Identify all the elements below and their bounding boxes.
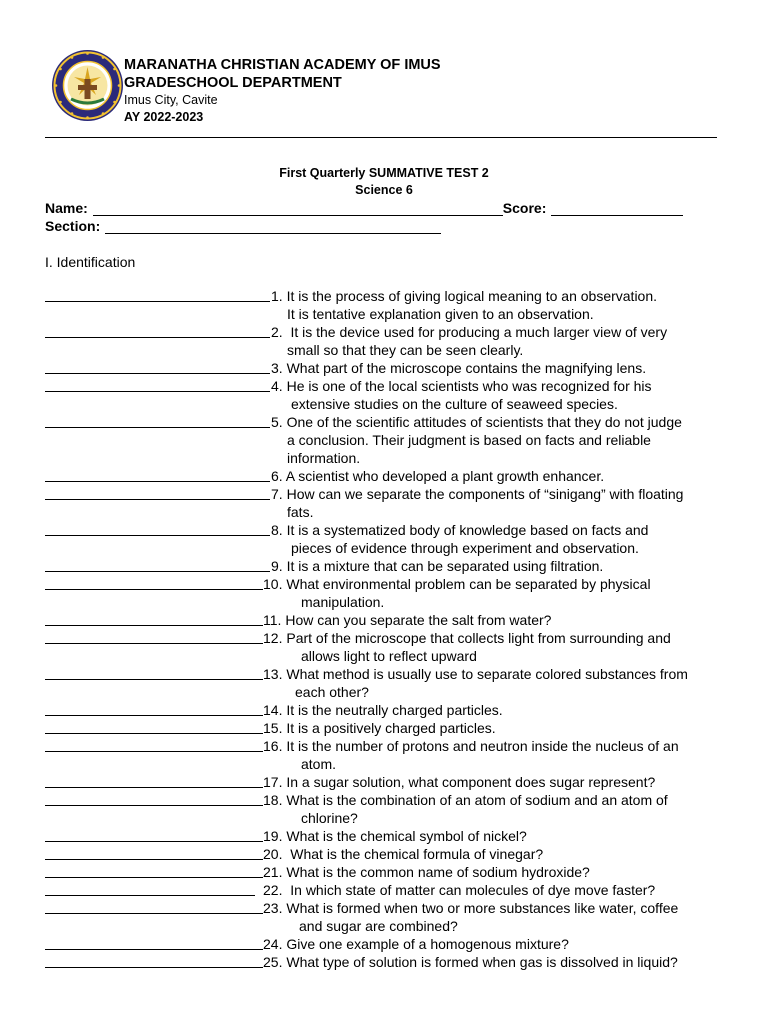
question-number: 22. (263, 882, 283, 898)
question-prompt: What is the chemical symbol of nickel? (282, 828, 527, 844)
score-blank[interactable] (551, 202, 683, 216)
identification-items (45, 287, 725, 971)
answer-blank[interactable] (45, 719, 263, 734)
question-number: 3. (271, 360, 283, 376)
question-prompt: In which state of matter can molecules of dye move faster? (282, 882, 656, 898)
question-prompt: What is formed when two or more substances like water, coffee (282, 900, 679, 916)
answer-blank[interactable] (45, 863, 263, 878)
question-number: 17. (263, 774, 283, 790)
question-item (45, 953, 725, 971)
test-title: First Quarterly SUMMATIVE TEST 2 (279, 166, 489, 180)
question-number: 20. (263, 846, 283, 862)
question-continuation: chlorine? (301, 810, 358, 826)
question-continuation: small so that they can be seen clearly. (287, 342, 524, 358)
answer-blank[interactable] (45, 827, 263, 842)
question-continuation: It is tentative explanation given to an observation. (287, 306, 594, 322)
question-item (45, 827, 725, 845)
question-prompt: He is one of the local scientists who was recognized for his (282, 378, 652, 394)
question-number: 19. (263, 828, 283, 844)
question-prompt: What method is usually use to separate colored substances from (282, 666, 688, 682)
question-item (45, 611, 725, 629)
question-item (45, 737, 725, 773)
question-prompt: A scientist who developed a plant growth enhancer. (282, 468, 605, 484)
question-number: 25. (263, 954, 283, 970)
answer-blank[interactable] (45, 665, 263, 680)
question-prompt: It is the number of protons and neutron inside the nucleus of an (282, 738, 679, 754)
answer-blank[interactable] (45, 881, 255, 896)
question-item (45, 359, 725, 377)
question-prompt: It is the process of giving logical meaning to an observation. (282, 288, 658, 304)
answer-blank[interactable] (45, 557, 270, 572)
score-label: Score: (502, 200, 547, 216)
section-label: Section: (45, 218, 101, 234)
answer-blank[interactable] (45, 521, 270, 536)
question-prompt: In a sugar solution, what component does sugar represent? (282, 774, 656, 790)
question-number: 15. (263, 720, 283, 736)
question-prompt: What type of solution is formed when gas is dissolved in liquid? (282, 954, 678, 970)
section-blank[interactable] (105, 220, 441, 234)
question-continuation: fats. (287, 504, 314, 520)
question-item (45, 935, 725, 953)
question-prompt: It is a mixture that can be separated using filtration. (282, 558, 604, 574)
question-number: 14. (263, 702, 283, 718)
question-prompt: Part of the microscope that collects light from surrounding and (282, 630, 671, 646)
question-item (45, 881, 725, 899)
question-number: 24. (263, 936, 283, 952)
question-item (45, 413, 725, 467)
question-number: 10. (263, 576, 283, 592)
question-item (45, 557, 725, 575)
school-location: Imus City, Cavite (124, 93, 218, 107)
header-divider (45, 137, 717, 138)
question-number: 4. (271, 378, 283, 394)
school-header (124, 56, 441, 125)
question-continuation: allows light to reflect upward (301, 648, 477, 664)
question-prompt: It is a positively charged particles. (282, 720, 496, 736)
question-item (45, 287, 725, 323)
department-name: GRADESCHOOL DEPARTMENT (124, 75, 342, 91)
question-number: 1. (271, 288, 283, 304)
question-continuation: each other? (295, 684, 369, 700)
answer-blank[interactable] (45, 485, 270, 500)
answer-blank[interactable] (45, 413, 270, 428)
question-prompt: What part of the microscope contains the magnifying lens. (282, 360, 647, 376)
question-continuation: manipulation. (301, 594, 385, 610)
question-continuation: and sugar are combined? (299, 918, 458, 934)
question-number: 5. (271, 414, 283, 430)
question-item (45, 863, 725, 881)
question-continuation: extensive studies on the culture of seaweed species. (291, 396, 618, 412)
answer-blank[interactable] (45, 845, 263, 860)
question-item (45, 323, 725, 359)
name-label: Name: (45, 200, 88, 216)
school-name: MARANATHA CHRISTIAN ACADEMY OF IMUS (124, 57, 441, 73)
question-item (45, 629, 725, 665)
answer-blank[interactable] (45, 611, 263, 626)
question-item (45, 377, 725, 413)
question-continuation: atom. (301, 756, 337, 772)
academic-year: AY 2022-2023 (124, 110, 204, 124)
question-prompt: How can you separate the salt from water? (281, 612, 552, 628)
question-prompt: Give one example of a homogenous mixture? (282, 936, 569, 952)
question-prompt: What environmental problem can be separated by physical (282, 576, 651, 592)
question-number: 2. (271, 324, 283, 340)
question-continuation: pieces of evidence through experiment and observation. (291, 540, 639, 556)
question-prompt: What is the chemical formula of vinegar? (282, 846, 544, 862)
question-item (45, 575, 725, 611)
question-number: 8. (271, 522, 283, 538)
question-item (45, 791, 725, 827)
question-prompt: One of the scientific attitudes of scientists that they do not judge (282, 414, 682, 430)
question-prompt: It is the device used for producing a much larger view of very (282, 324, 668, 340)
question-prompt: It is the neutrally charged particles. (282, 702, 503, 718)
test-subject: Science 6 (355, 183, 413, 197)
answer-blank[interactable] (45, 899, 263, 914)
answer-blank[interactable] (45, 935, 263, 950)
question-number: 18. (263, 792, 283, 808)
question-number: 16. (263, 738, 283, 754)
question-item (45, 899, 725, 935)
question-item (45, 719, 725, 737)
question-continuation: a conclusion. Their judgment is based on facts and reliable (287, 432, 651, 448)
answer-blank[interactable] (45, 737, 263, 752)
question-prompt: It is a systematized body of knowledge based on facts and (282, 522, 649, 538)
answer-blank[interactable] (45, 575, 263, 590)
school-seal-logo (51, 49, 124, 122)
part-heading: I. Identification (45, 254, 136, 270)
answer-blank[interactable] (45, 701, 263, 716)
answer-blank[interactable] (45, 359, 270, 374)
answer-blank[interactable] (45, 377, 270, 392)
question-item (45, 467, 725, 485)
question-prompt: What is the common name of sodium hydroxide? (282, 864, 590, 880)
question-number: 23. (263, 900, 283, 916)
question-item (45, 521, 725, 557)
answer-blank[interactable] (45, 467, 270, 482)
question-number: 9. (271, 558, 283, 574)
answer-blank[interactable] (45, 953, 263, 968)
name-score-row (45, 200, 683, 216)
answer-blank[interactable] (45, 791, 263, 806)
answer-blank[interactable] (45, 287, 270, 302)
answer-blank[interactable] (45, 629, 263, 644)
answer-blank[interactable] (45, 323, 270, 338)
question-number: 7. (271, 486, 283, 502)
question-prompt: How can we separate the components of “sinigang” with floating (282, 486, 684, 502)
answer-blank[interactable] (45, 773, 263, 788)
question-number: 11. (263, 612, 282, 628)
question-item (45, 665, 725, 701)
question-item (45, 773, 725, 791)
name-blank[interactable] (93, 202, 503, 216)
question-item (45, 845, 725, 863)
section-row (45, 218, 441, 234)
question-continuation: information. (287, 450, 361, 466)
question-item (45, 701, 725, 719)
question-number: 6. (271, 468, 283, 484)
question-number: 13. (263, 666, 283, 682)
question-number: 21. (263, 864, 283, 880)
question-prompt: What is the combination of an atom of sodium and an atom of (282, 792, 668, 808)
question-number: 12. (263, 630, 283, 646)
question-item (45, 485, 725, 521)
